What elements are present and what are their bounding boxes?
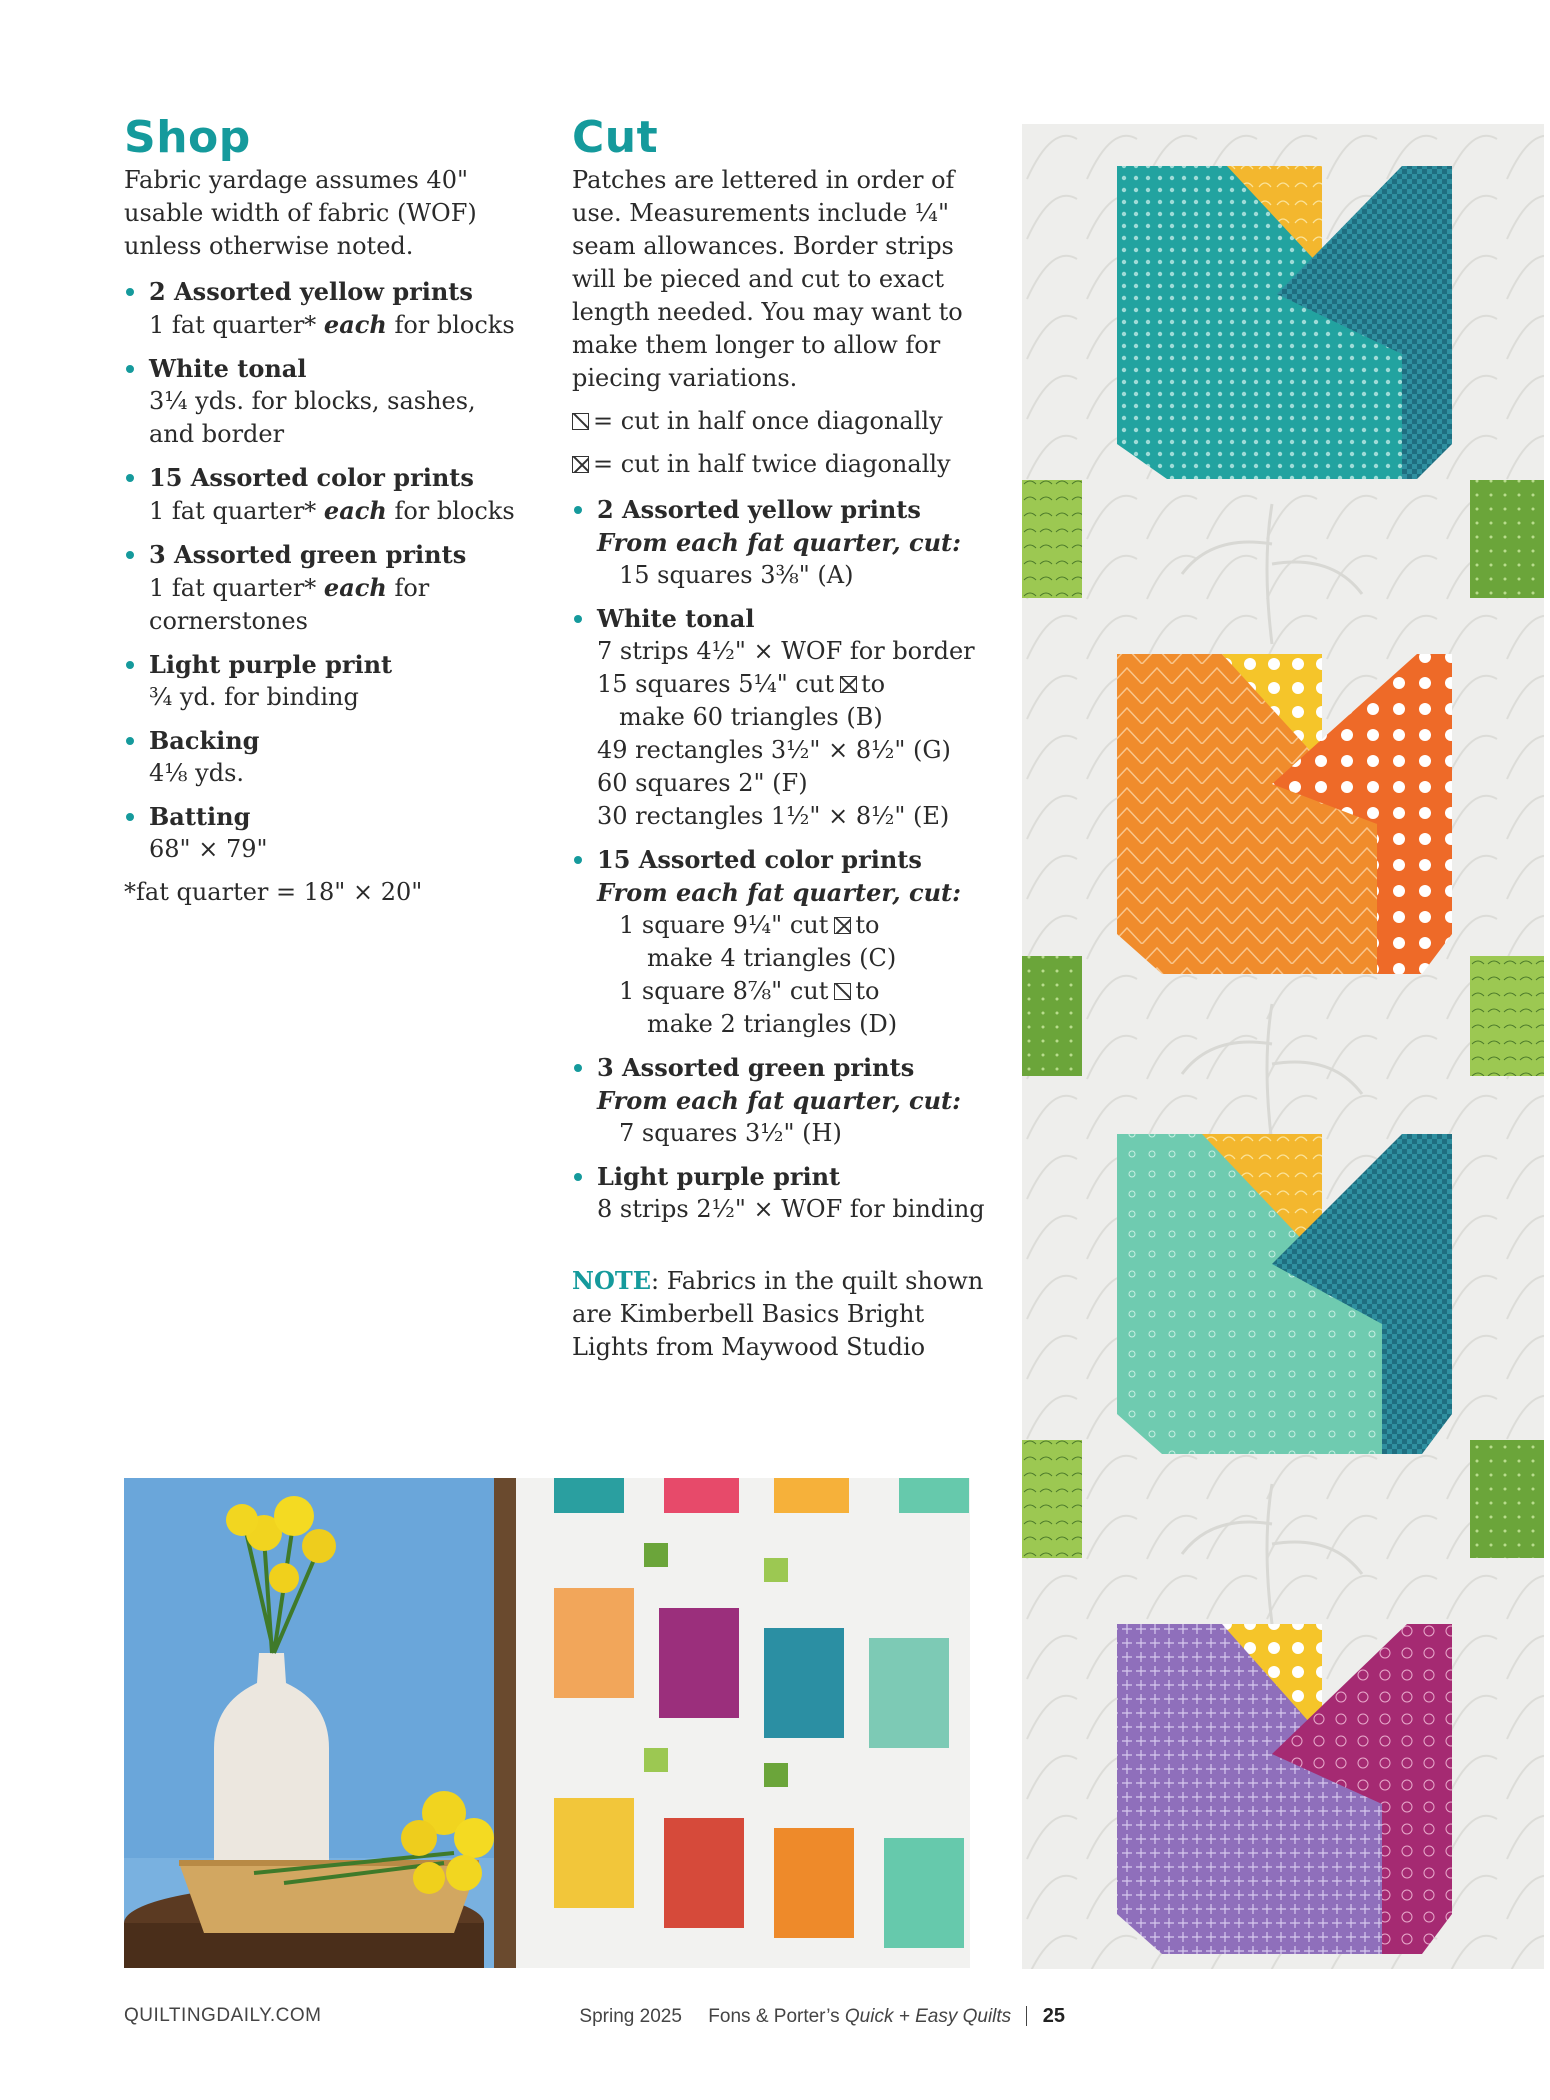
- item-heading: 2 Assorted yellow prints: [149, 277, 473, 306]
- list-item: [124, 275, 524, 342]
- item-emphasis: each: [323, 310, 387, 339]
- list-item: [124, 724, 524, 790]
- item-heading: 3 Assorted green prints: [149, 540, 467, 569]
- item-text: for blocks: [386, 311, 515, 339]
- item-heading: 15 Assorted color prints: [597, 845, 922, 874]
- item-heading: 3 Assorted green prints: [597, 1053, 915, 1082]
- item-text: 49 rectangles 3½" × 8½" (G): [597, 736, 951, 764]
- item-text: 1 fat quarter*: [149, 497, 324, 525]
- cut-list: [572, 493, 992, 1226]
- item-text: 15 squares 3⅜" (A): [619, 561, 854, 589]
- cut-twice-diagonal-icon: [572, 456, 589, 473]
- item-text: 30 rectangles 1½" × 8½" (E): [597, 802, 950, 830]
- item-text: 68" × 79": [149, 835, 268, 863]
- quilt-detail-photo: [1022, 124, 1544, 1969]
- item-text: cornerstones: [149, 607, 308, 635]
- item-heading: 2 Assorted yellow prints: [597, 495, 921, 524]
- footer-site: QUILTINGDAILY.COM: [124, 2005, 322, 2026]
- footer-divider: [1026, 2006, 1027, 2026]
- item-text: to: [855, 977, 880, 1005]
- item-text: 3¼ yds. for blocks, sashes,: [149, 387, 476, 415]
- list-item: [572, 493, 992, 592]
- cut-once-diagonal-icon: [572, 413, 589, 430]
- item-emphasis: each: [323, 496, 387, 525]
- item-text: make 4 triangles (C): [647, 944, 897, 972]
- item-emphasis: each: [323, 573, 387, 602]
- list-item: [572, 1160, 992, 1226]
- item-text: for: [386, 574, 430, 602]
- shop-intro: Fabric yardage assumes 40" usable width of fabric (WOF) unless otherwise noted.: [124, 166, 477, 260]
- item-text: 1 square 8⅞" cut: [619, 977, 829, 1005]
- item-heading: White tonal: [597, 604, 755, 633]
- item-heading: Batting: [149, 802, 251, 831]
- note-text: : Fabrics in the quilt shown are Kimberbell Basics Bright Lights from Maywood Studio: [572, 1267, 984, 1361]
- cut-twice-diagonal-icon: [834, 917, 851, 934]
- cut-once-diagonal-icon: [834, 983, 851, 1000]
- footer-pub-title: Quick + Easy Quilts: [844, 2006, 1012, 2027]
- footer-issue: Spring 2025: [579, 2006, 682, 2027]
- list-item: [572, 843, 992, 1041]
- item-text: 1 fat quarter*: [149, 574, 324, 602]
- list-item: [124, 461, 524, 528]
- item-heading: White tonal: [149, 354, 307, 383]
- item-text: 1 fat quarter*: [149, 311, 324, 339]
- quilt-staged-photo: [124, 1478, 970, 1968]
- item-text: ¾ yd. for binding: [149, 683, 359, 711]
- footer-publication: [579, 2005, 1065, 2028]
- item-heading: Backing: [149, 726, 260, 755]
- item-text: 15 squares 5¼" cut: [597, 670, 834, 698]
- item-text: make 2 triangles (D): [647, 1010, 898, 1038]
- item-text: make 60 triangles (B): [619, 703, 883, 731]
- legend-text: = cut in half once diagonally: [593, 407, 943, 435]
- list-item: [572, 602, 992, 833]
- item-heading: Light purple print: [149, 650, 393, 679]
- item-text: and border: [149, 420, 285, 448]
- list-item: [124, 352, 524, 451]
- note-label: NOTE: [572, 1266, 651, 1295]
- item-subheading: From each fat quarter, cut:: [597, 878, 961, 907]
- item-text: 7 strips 4½" × WOF for border: [597, 637, 975, 665]
- cut-heading: Cut: [572, 112, 659, 163]
- cut-intro: Patches are lettered in order of use. Measurements include ¼" seam allowances. Border strips will be pieced and cut to exact length needed. You may want to make them longer to allow for piecing variations.: [572, 166, 963, 392]
- item-text: 4⅛ yds.: [149, 759, 245, 787]
- item-text: 60 squares 2" (F): [597, 769, 808, 797]
- fat-quarter-footnote: *fat quarter = 18" × 20": [124, 878, 423, 906]
- list-item: [124, 800, 524, 866]
- legend-text: = cut in half twice diagonally: [593, 450, 951, 478]
- item-subheading: From each fat quarter, cut:: [597, 1086, 961, 1115]
- list-item: [124, 538, 524, 638]
- item-text: to: [855, 911, 880, 939]
- item-text: 7 squares 3½" (H): [619, 1119, 842, 1147]
- page-number: 25: [1042, 2005, 1065, 2027]
- item-text: to: [860, 670, 886, 698]
- legend-once: [572, 405, 992, 438]
- fabric-note: [572, 1264, 992, 1364]
- item-text: 1 square 9¼" cut: [619, 911, 829, 939]
- footer-pub-prefix: Fons & Porter’s: [708, 2006, 845, 2027]
- item-text: 8 strips 2½" × WOF for binding: [597, 1195, 985, 1223]
- list-item: [572, 1051, 992, 1150]
- item-text: for blocks: [386, 497, 515, 525]
- cut-twice-diagonal-icon: [840, 676, 857, 693]
- shop-heading: Shop: [124, 112, 251, 163]
- item-heading: 15 Assorted color prints: [149, 463, 474, 492]
- list-item: [124, 648, 524, 714]
- item-subheading: From each fat quarter, cut:: [597, 528, 961, 557]
- shop-list: [124, 275, 524, 866]
- shop-section: [124, 112, 524, 909]
- item-heading: Light purple print: [597, 1162, 841, 1191]
- cut-section: [572, 112, 992, 1364]
- legend-twice: [572, 448, 992, 481]
